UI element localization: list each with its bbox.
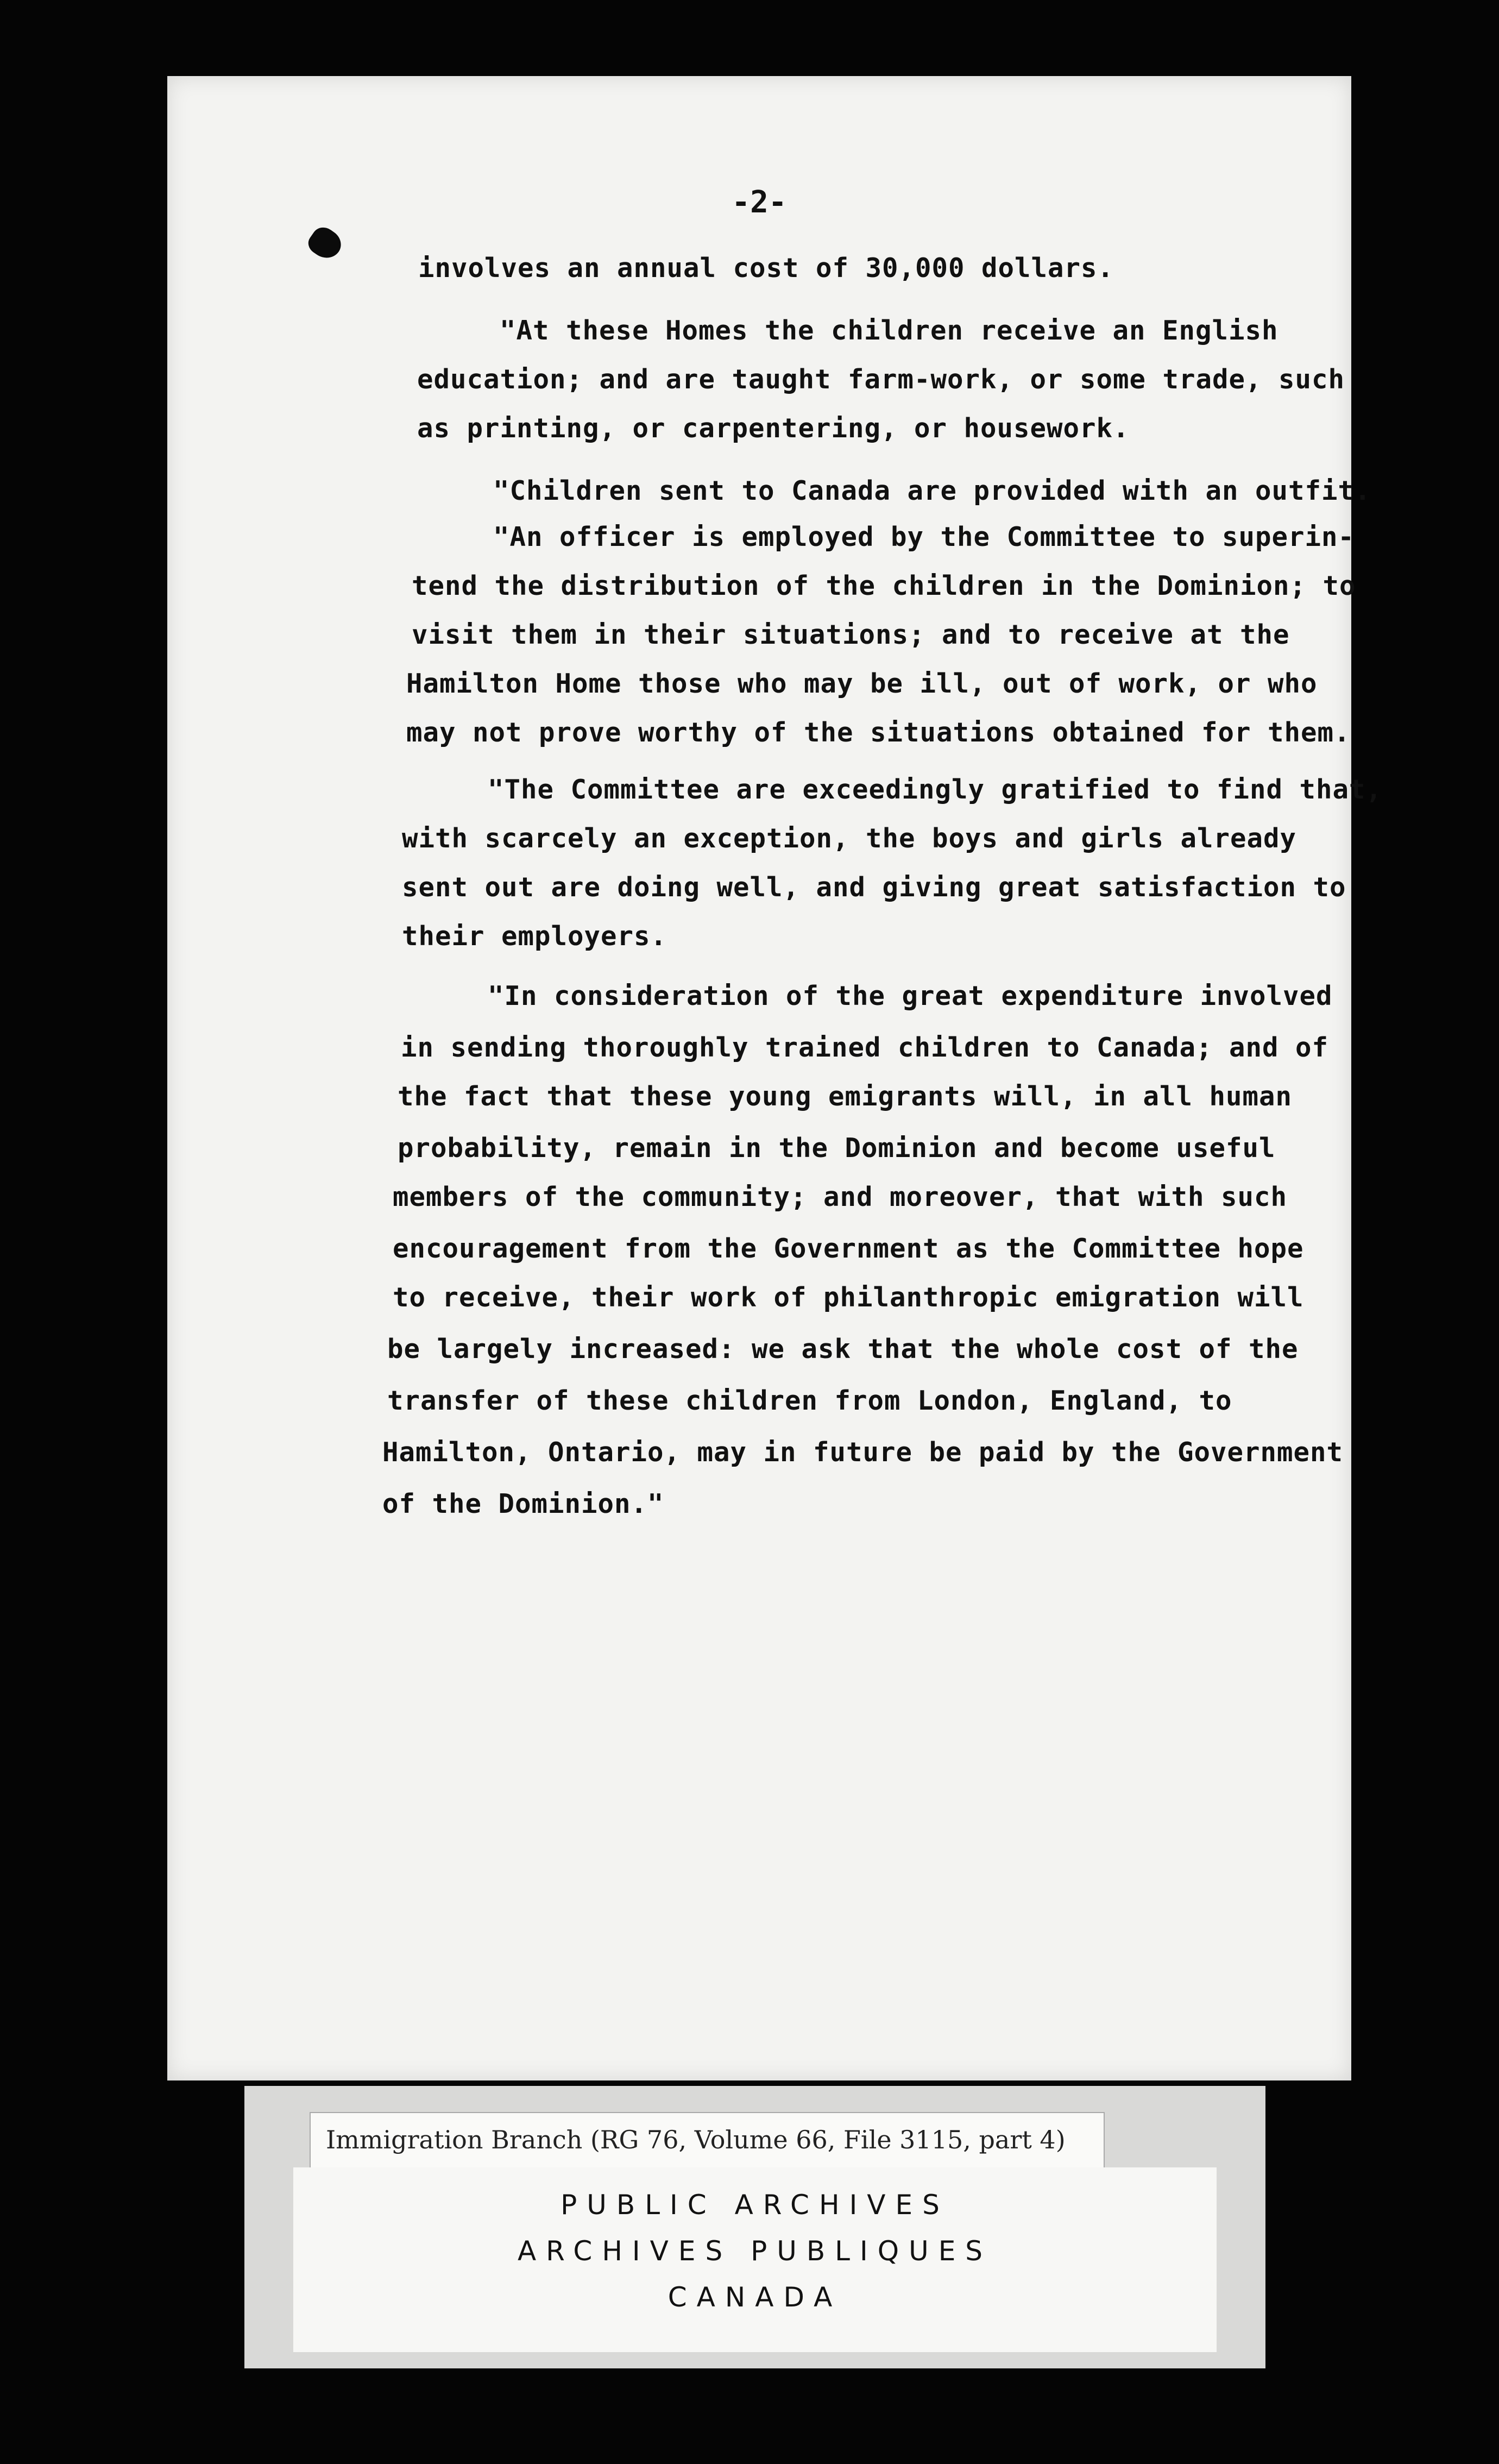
text-line: visit them in their situations; and to receive at the: [412, 619, 1290, 650]
document-page: [167, 76, 1383, 2080]
archives-stamp: [293, 2167, 1217, 2352]
text-line: their employers.: [402, 921, 667, 952]
text-line: "At these Homes the children receive an English: [500, 315, 1278, 346]
text-line: involves an annual cost of 30,000 dollars.: [418, 253, 1114, 284]
text-line: Hamilton Home those who may be ill, out of work, or who: [406, 668, 1318, 699]
stamp-line: CANADA: [667, 2281, 842, 2313]
text-line: may not prove worthy of the situations obtained for them.: [406, 717, 1351, 748]
text-line: members of the community; and moreover, that with such: [393, 1181, 1288, 1212]
text-line: education; and are taught farm-work, or some trade, such: [417, 364, 1345, 395]
text-line: "An officer is employed by the Committee to superin-: [493, 521, 1355, 552]
reference-slip: [310, 2112, 1105, 2168]
text-line: "Children sent to Canada are provided with an outfit.: [493, 475, 1371, 506]
text-line: with scarcely an exception, the boys and girls already: [402, 823, 1297, 854]
stamp-line: PUBLIC ARCHIVES: [560, 2189, 949, 2221]
text-line: "In consideration of the great expenditure involved: [488, 980, 1333, 1011]
stamp-line: ARCHIVES PUBLIQUES: [517, 2235, 993, 2267]
text-line: Hamilton, Ontario, may in future be paid by the Government: [382, 1437, 1344, 1468]
text-line: be largely increased: we ask that the whole cost of the: [387, 1334, 1299, 1365]
page-number: -2-: [732, 185, 787, 220]
text-line: sent out are doing well, and giving great satisfaction to: [402, 872, 1346, 903]
text-line: probability, remain in the Dominion and become useful: [398, 1133, 1276, 1164]
ink-blot: [304, 223, 346, 264]
reference-slip-text: Immigration Branch (RG 76, Volume 66, File 3115, part 4): [326, 2125, 1066, 2154]
text-line: in sending thoroughly trained children to Canada; and of: [401, 1032, 1329, 1063]
text-line: as printing, or carpentering, or housework.: [417, 413, 1130, 444]
text-line: the fact that these young emigrants will, in all human: [398, 1081, 1293, 1112]
text-line: of the Dominion.": [382, 1488, 664, 1519]
text-line: to receive, their work of philanthropic emigration will: [393, 1282, 1304, 1313]
text-line: "The Committee are exceedingly gratified to find that,: [488, 774, 1383, 805]
text-line: encouragement from the Government as the Committee hope: [393, 1233, 1304, 1264]
text-line: transfer of these children from London, England, to: [387, 1385, 1232, 1416]
text-line: tend the distribution of the children in the Dominion; to: [412, 570, 1356, 601]
